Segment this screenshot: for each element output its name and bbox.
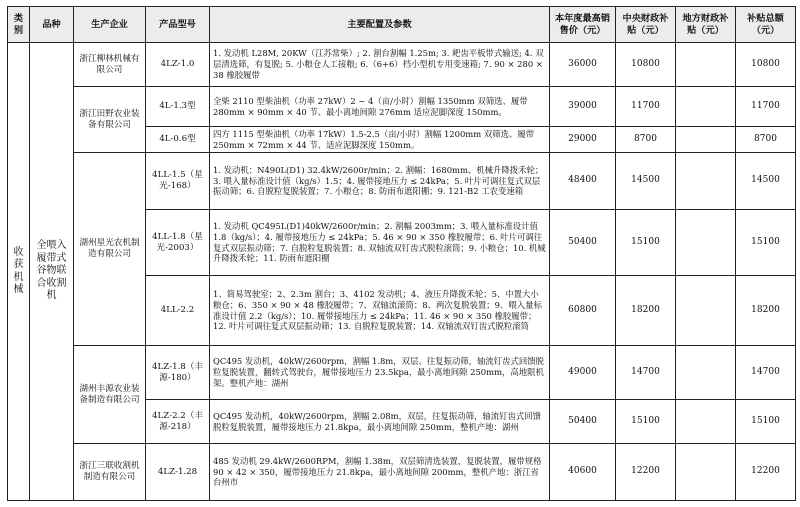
central-subsidy-cell: 11700	[616, 87, 676, 127]
total-subsidy-cell: 14700	[736, 346, 796, 400]
manufacturer-cell: 浙江田野农业装备有限公司	[74, 87, 146, 153]
local-subsidy-cell	[676, 127, 736, 153]
manufacturer-cell: 湖州丰源农业装备制造有限公司	[74, 346, 146, 444]
price-cell: 29000	[550, 127, 616, 153]
total-subsidy-cell: 15100	[736, 400, 796, 444]
table-row	[8, 87, 796, 127]
table-row	[8, 153, 796, 210]
config-cell: 全柴 2110 型柴油机（功率 27kW）2 ~ 4（亩/小时）割幅 1350mm 双筛选、履带 280mm × 90mm × 40 节、最小离地间隙 276mm 适应泥脚深度 150mm。	[210, 87, 550, 127]
local-subsidy-cell	[676, 444, 736, 501]
header-category: 类别	[8, 7, 30, 43]
subsidy-table	[7, 6, 796, 501]
central-subsidy-cell: 8700	[616, 127, 676, 153]
category-label: 收获机械	[13, 246, 24, 295]
total-subsidy-cell: 14500	[736, 153, 796, 210]
variety-cell	[30, 43, 74, 501]
local-subsidy-cell	[676, 153, 736, 210]
manufacturer-cell: 浙江柳林机械有限公司	[74, 43, 146, 87]
model-cell: 4LL-2.2	[146, 276, 210, 346]
local-subsidy-cell	[676, 87, 736, 127]
central-subsidy-cell: 10800	[616, 43, 676, 87]
model-cell: 4L-1.3型	[146, 87, 210, 127]
config-cell: 485 发动机 29.4kW/2600RPM，割幅 1.38m，双层筛清选装置，复脱装置，履带规格 90 × 42 × 350，履带接地压力 21.8kpa，最小离地间隙 200mm，整机产地：浙江省台州市	[210, 444, 550, 501]
manufacturer-cell: 湖州星光农机制造有限公司	[74, 153, 146, 346]
table-row	[8, 444, 796, 501]
table-header-row	[8, 7, 796, 43]
price-cell: 60800	[550, 276, 616, 346]
local-subsidy-cell	[676, 210, 736, 276]
price-cell: 36000	[550, 43, 616, 87]
model-cell: 4L-0.6型	[146, 127, 210, 153]
central-subsidy-cell: 14500	[616, 153, 676, 210]
model-cell: 4LL-1.5（星光-168）	[146, 153, 210, 210]
price-cell: 39000	[550, 87, 616, 127]
header-price: 本年度最高销售价（元）	[550, 7, 616, 43]
table-row	[8, 43, 796, 87]
price-cell: 40600	[550, 444, 616, 501]
model-cell: 4LZ-2.2（丰源-218）	[146, 400, 210, 444]
config-cell: 1. 发动机：N490L(D1) 32.4kW/2600r/min；2. 割幅：1680mm、机械升降拨禾轮；3. 喂入量标准设计值（kg/s）1.5；4. 履带接地压力 ≤ 24kPa；5. 叶片可调往复式双层振动筛；6. 自脱粒复脱装置；7. 小粮仓；8. 防雨布遮阳棚；9. 121-B2 工农变速箱	[210, 153, 550, 210]
price-cell: 50400	[550, 210, 616, 276]
header-central-subsidy: 中央财政补贴（元）	[616, 7, 676, 43]
central-subsidy-cell: 15100	[616, 210, 676, 276]
total-subsidy-cell: 12200	[736, 444, 796, 501]
central-subsidy-cell: 14700	[616, 346, 676, 400]
manufacturer-cell: 浙江三联收割机制造有限公司	[74, 444, 146, 501]
central-subsidy-cell: 18200	[616, 276, 676, 346]
header-total-subsidy: 补贴总额（元）	[736, 7, 796, 43]
local-subsidy-cell	[676, 400, 736, 444]
config-cell: QC495 发动机，40kW/2600rpm，割幅 2.08m，双层，往复振动筛，轴流钉齿式回馈脱粒复脱装置，履带接地压力 21.8kpa，最小离地间隙 250mm，整机产地：湖州	[210, 400, 550, 444]
local-subsidy-cell	[676, 346, 736, 400]
total-subsidy-cell: 10800	[736, 43, 796, 87]
total-subsidy-cell: 15100	[736, 210, 796, 276]
price-cell: 49000	[550, 346, 616, 400]
price-cell: 48400	[550, 153, 616, 210]
local-subsidy-cell	[676, 43, 736, 87]
model-cell: 4LL-1.8（星光-2003）	[146, 210, 210, 276]
model-cell: 4LZ-1.8（丰源-180）	[146, 346, 210, 400]
config-cell: 1、简易驾驶室；2、2.3m 割台；3、4102 发动机；4、液压升降拨禾轮；5、中置大小粮仓；6、350 × 90 × 48 橡胶履带；7、双轴流滚筒；8、两次复脱装置；9、喂入量标准设计值 2.2（kg/s）；10. 履带接地压力 ≤ 24kPa；11. 46 × 90 × 350 橡胶履带；12. 叶片可调往复式双层振动筛；13. 自脱粒复脱装置；14. 双轴流双钉齿式脱粒滚筒	[210, 276, 550, 346]
header-variety: 品种	[30, 7, 74, 43]
model-cell: 4LZ-1.28	[146, 444, 210, 501]
header-local-subsidy: 地方财政补贴（元）	[676, 7, 736, 43]
header-manufacturer: 生产企业	[74, 7, 146, 43]
price-cell: 50400	[550, 400, 616, 444]
total-subsidy-cell: 8700	[736, 127, 796, 153]
header-model: 产品型号	[146, 7, 210, 43]
total-subsidy-cell: 11700	[736, 87, 796, 127]
header-config: 主要配置及参数	[210, 7, 550, 43]
category-cell	[8, 43, 30, 501]
central-subsidy-cell: 15100	[616, 400, 676, 444]
config-cell: 1. 发动机 L28M, 20KW（江苏常柴）; 2. 割台割幅 1.25m; 3. 耙齿平板带式输送; 4. 双层清选筛，有复脱; 5. 小粮仓人工接粮; 6.（6+6）档小型机专用变速箱; 7. 90 × 280 × 38 橡胶履带	[210, 43, 550, 87]
config-cell: 四方 1115 型柴油机（功率 17kW）1.5-2.5（亩/小时）割幅 1200mm 双筛选、履带 250mm × 72mm × 44 节、适应泥脚深度 150mm。	[210, 127, 550, 153]
total-subsidy-cell: 18200	[736, 276, 796, 346]
table-row	[8, 346, 796, 400]
config-cell: QC495 发动机，40kW/2600rpm，割幅 1.8m，双层、往复振动筛，轴流钉齿式回馈脱粒复脱装置，翻转式驾驶台，履带接地压力 23.5kpa，最小离地间隙 250mm，高地限机架。整机产地：湖州	[210, 346, 550, 400]
config-cell: 1. 发动机 QC495L(D1)40kW/2600r/min；2. 割幅 2003mm；3. 喂入量标准设计值 1.8（kg/s）；4. 履带接地压力 ≤ 24kPa；5. 46 × 90 × 350 橡胶履带；6. 叶片可调往复式双层振动筛；7. 自脱粒复脱装置；8. 双轴流双钉齿式脱粒滚筒；9. 小粮仓；10. 机械升降拨禾轮；11. 防雨布遮阳棚	[210, 210, 550, 276]
central-subsidy-cell: 12200	[616, 444, 676, 501]
local-subsidy-cell	[676, 276, 736, 346]
variety-label: 全喂入履带式谷物联合收割机	[36, 240, 67, 302]
model-cell: 4LZ-1.0	[146, 43, 210, 87]
